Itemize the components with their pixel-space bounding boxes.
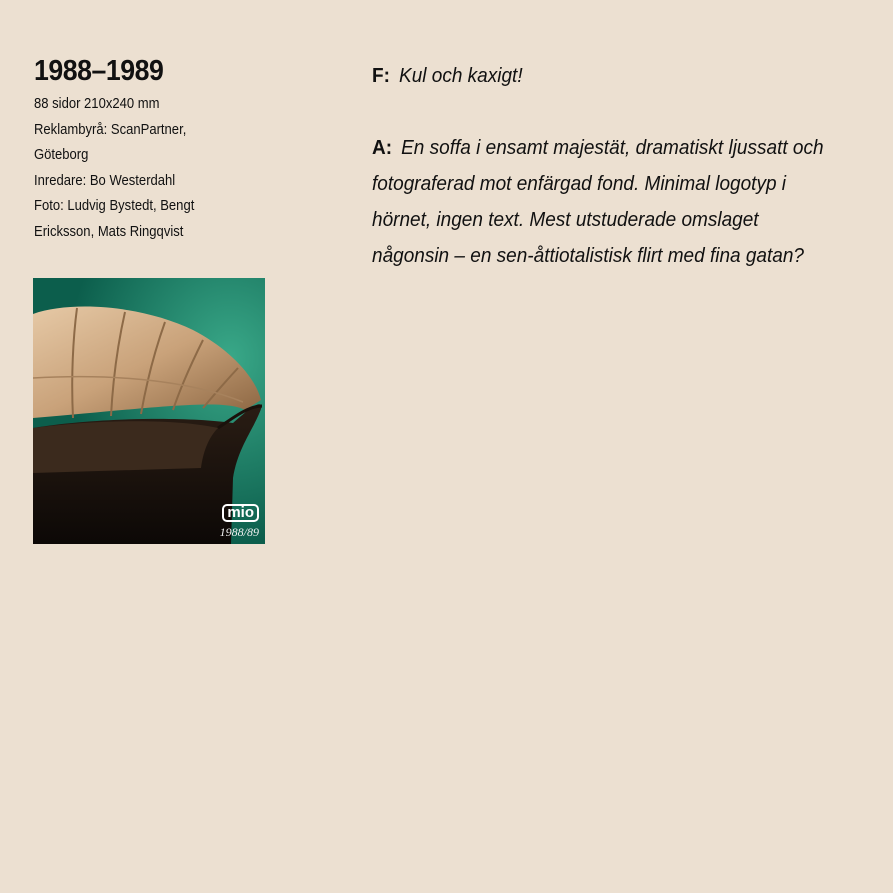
catalog-year-title: 1988–1989 <box>34 55 164 87</box>
catalog-photo-credit-cont: Ericksson, Mats Ringqvist <box>34 223 184 240</box>
commentary <box>372 58 852 310</box>
catalog-agency-city: Göteborg <box>34 147 89 163</box>
question-block <box>372 58 828 94</box>
question-label: F: <box>372 65 390 87</box>
catalog-interior-designer: Inredare: Bo Westerdahl <box>34 172 176 189</box>
question-text: Kul och kaxigt! <box>399 65 523 87</box>
catalog-info <box>34 54 284 245</box>
catalog-cover-image <box>33 278 265 544</box>
catalog-agency: Reklambyrå: ScanPartner, <box>34 121 187 138</box>
answer-block <box>372 130 828 274</box>
catalog-pages-size: 88 sidor 210x240 mm <box>34 96 160 112</box>
answer-label: A: <box>372 137 393 159</box>
answer-text: En soffa i ensamt majestät, dramatiskt ljussatt och fotograferad mot enfärgad fond. Minimal logotyp i hörnet, ingen text. Mest utstuderade omslaget någonsin – en sen-åttiotalistisk flirt med fina gatan? <box>372 137 824 267</box>
catalog-photo-credit: Foto: Ludvig Bystedt, Bengt <box>34 198 195 214</box>
mio-logo: mio <box>222 504 259 522</box>
cover-year-label: 1988/89 <box>219 525 259 539</box>
